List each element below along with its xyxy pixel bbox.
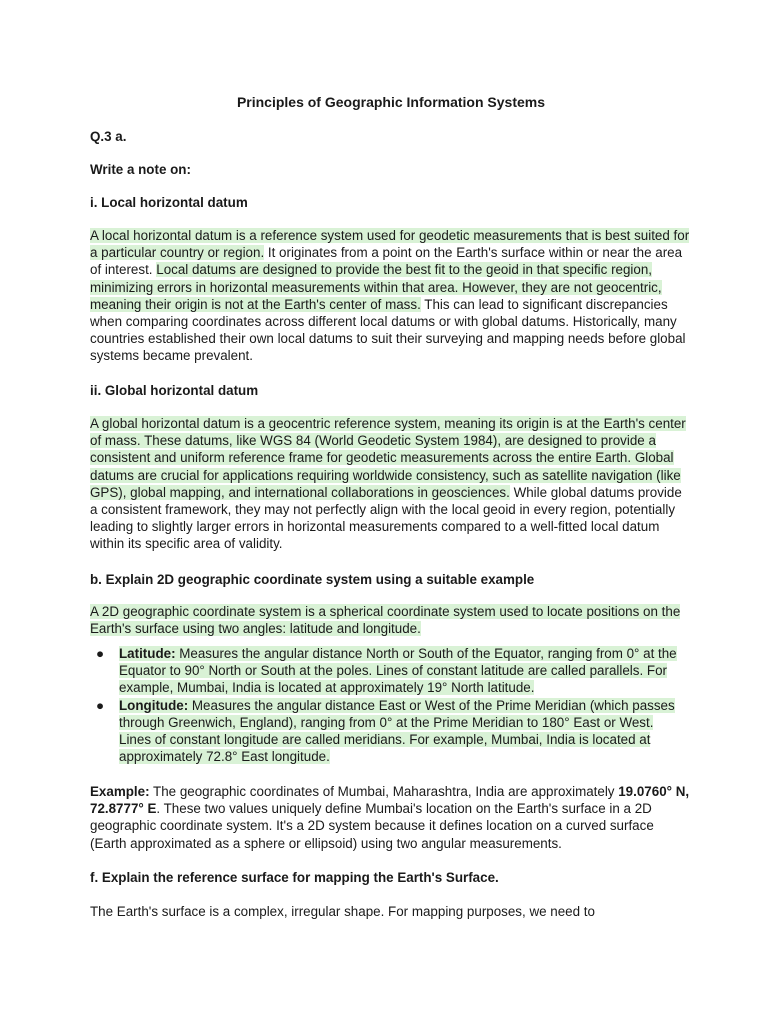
reference-surface-paragraph: The Earth's surface is a complex, irregular shape. For mapping purposes, we need to [90, 904, 595, 919]
list-item-latitude [90, 645, 680, 697]
highlight-text: Local datums are designed to provide the best fit to the geoid in that specific region, minimizing errors in horizontal measurements within that area. However, they are not geocentric, meaning their origin is not at the Earth's center of mass. [90, 262, 662, 312]
bullet-icon: ● [96, 697, 105, 713]
paragraph-text: This can lead to significant discrepancies when comparing coordinates across different local datums or with global datums. Historically, many countries established their own local datums to suit their surveying and mapping needs before global systems became prevalent. [90, 296, 686, 364]
highlight-text: A 2D geographic coordinate system is a spherical coordinate system used to locate positions on the Earth's surface using two angles: latitude and longitude. [90, 604, 681, 637]
local-datum-heading: i. Local horizontal datum [90, 195, 248, 210]
bullet-text: Measures the angular distance East or West of the Prime Meridian (which passes through Greenwich, England), ranging from 0° at the Prime Meridian to 180° East or West. Lines of constant longitude are called meridians. For example, Mumbai, India is located at approximately 72.8° East longitude. [119, 697, 675, 765]
paragraph-text: . These two values uniquely define Mumbai's location on the Earth's surface in a 2D geographic coordinate system. It's a 2D system because it defines location on a curved surface (Earth approximated as a sphere or ellipsoid) using two angular measurements. [90, 801, 654, 851]
local-datum-paragraph [90, 227, 690, 365]
coordinate-bullet-list [90, 645, 680, 765]
global-datum-paragraph [90, 415, 690, 553]
highlight-text: A global horizontal datum is a geocentric reference system, meaning its origin is at the Earth's center of mass. These datums, like WGS 84 (World Geodetic System 1984), are designed to provide a consistent and uniform reference frame for geodetic measurements across the entire Earth. Global datums are crucial for applications requiring worldwide consistency, such as satellite navigation (like GPS), global mapping, and international collaborations in geosciences. [90, 416, 686, 500]
example-label: Example: [90, 784, 150, 799]
list-item-longitude [90, 697, 680, 766]
paragraph-text: It originates from a point on the Earth's surface within or near the area of interest. [90, 245, 683, 278]
document-title: Principles of Geographic Information Systems [236, 94, 546, 110]
bullet-text: Measures the angular distance North or South of the Equator, ranging from 0° at the Equator to 90° North or South at the poles. Lines of constant latitude are called parallels. For example, Mumbai, India is located at approximately 19° North latitude. [119, 646, 677, 696]
example-paragraph [90, 783, 690, 852]
bullet-label: Longitude: [119, 697, 189, 713]
paragraph-text: The geographic coordinates of Mumbai, Maharashtra, India are approximately [149, 784, 619, 799]
bullet-icon: ● [96, 646, 105, 661]
write-note-label: Write a note on: [90, 162, 191, 177]
question-label: Q.3 a. [90, 129, 127, 144]
global-datum-heading: ii. Global horizontal datum [90, 383, 259, 398]
coordinate-system-intro [90, 603, 690, 637]
bullet-label: Latitude: [119, 646, 176, 661]
example-coordinates: 19.0760° N, 72.8777° E [90, 784, 690, 817]
paragraph-text: While global datums provide a consistent framework, they may not perfectly align with the local geoid in every region, potentially leading to slightly larger errors in horizontal measurements compared to a well-fitted local datum within its specific area of validity. [90, 484, 682, 552]
reference-surface-heading: f. Explain the reference surface for mapping the Earth's Surface. [90, 870, 499, 885]
highlight-text: A local horizontal datum is a reference system used for geodetic measurements that is best suited for a particular country or region. [90, 228, 690, 261]
coordinate-system-heading: b. Explain 2D geographic coordinate system using a suitable example [90, 572, 535, 587]
